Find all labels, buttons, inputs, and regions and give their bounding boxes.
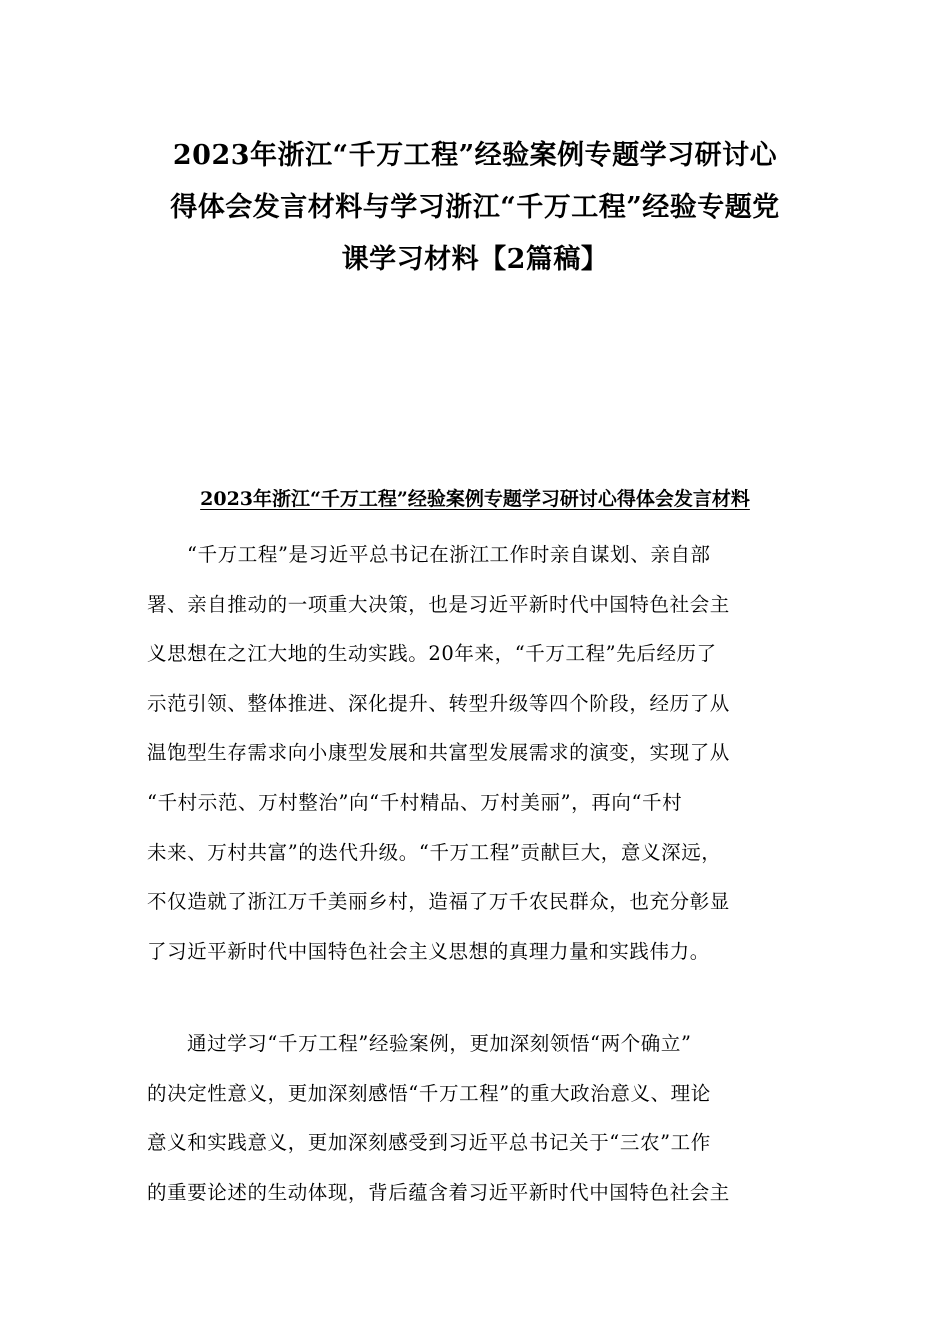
title-line-1: 2023年浙江“千万工程”经验案例专题学习研讨心 [172,140,778,171]
paragraph-line: 义思想在之江大地的生动实践。20年来，“千万工程”先后经历了 [147,642,717,666]
paragraph-line: 署、亲自推动的一项重大决策，也是习近平新时代中国特色社会主 [147,592,730,616]
paragraph-1 [147,530,827,976]
document-title [140,130,810,286]
paragraph-line: 不仅造就了浙江万千美丽乡村，造福了万千农民群众，也充分彰显 [147,890,730,914]
title-line-3: 课学习材料【2篇稿】 [341,244,609,275]
paragraph-line: 了习近平新时代中国特色社会主义思想的真理力量和实践伟力。 [147,939,710,963]
section-heading [100,484,850,514]
paragraph-line: 示范引领、整体推进、深化提升、转型升级等四个阶段，经历了从 [147,691,730,715]
paragraph-line: 的决定性意义，更加深刻感悟“千万工程”的重大政治意义、理论 [147,1081,711,1105]
section-heading-text: 2023年浙江“千万工程”经验案例专题学习研讨心得体会发言材料 [200,488,750,510]
paragraph-line: 未来、万村共富”的迭代升级。“千万工程”贡献巨大，意义深远， [147,840,722,864]
title-line-2: 得体会发言材料与学习浙江“千万工程”经验专题党 [170,192,780,223]
paragraph-line: “千村示范、万村整治”向“千村精品、万村美丽”，再向“千村 [147,790,683,814]
paragraph-line: 的重要论述的生动体现，背后蕴含着习近平新时代中国特色社会主 [147,1180,730,1204]
paragraph-line: 温饱型生存需求向小康型发展和共富型发展需求的演变，实现了从 [147,741,730,765]
paragraph-2 [147,1019,827,1217]
paragraph-line: 通过学习“千万工程”经验案例，更加深刻领悟“两个确立” [187,1032,692,1055]
paragraph-line: 意义和实践意义，更加深刻感受到习近平总书记关于“三农”工作 [147,1131,711,1155]
paragraph-line: “千万工程”是习近平总书记在浙江工作时亲自谋划、亲自部 [187,543,711,566]
